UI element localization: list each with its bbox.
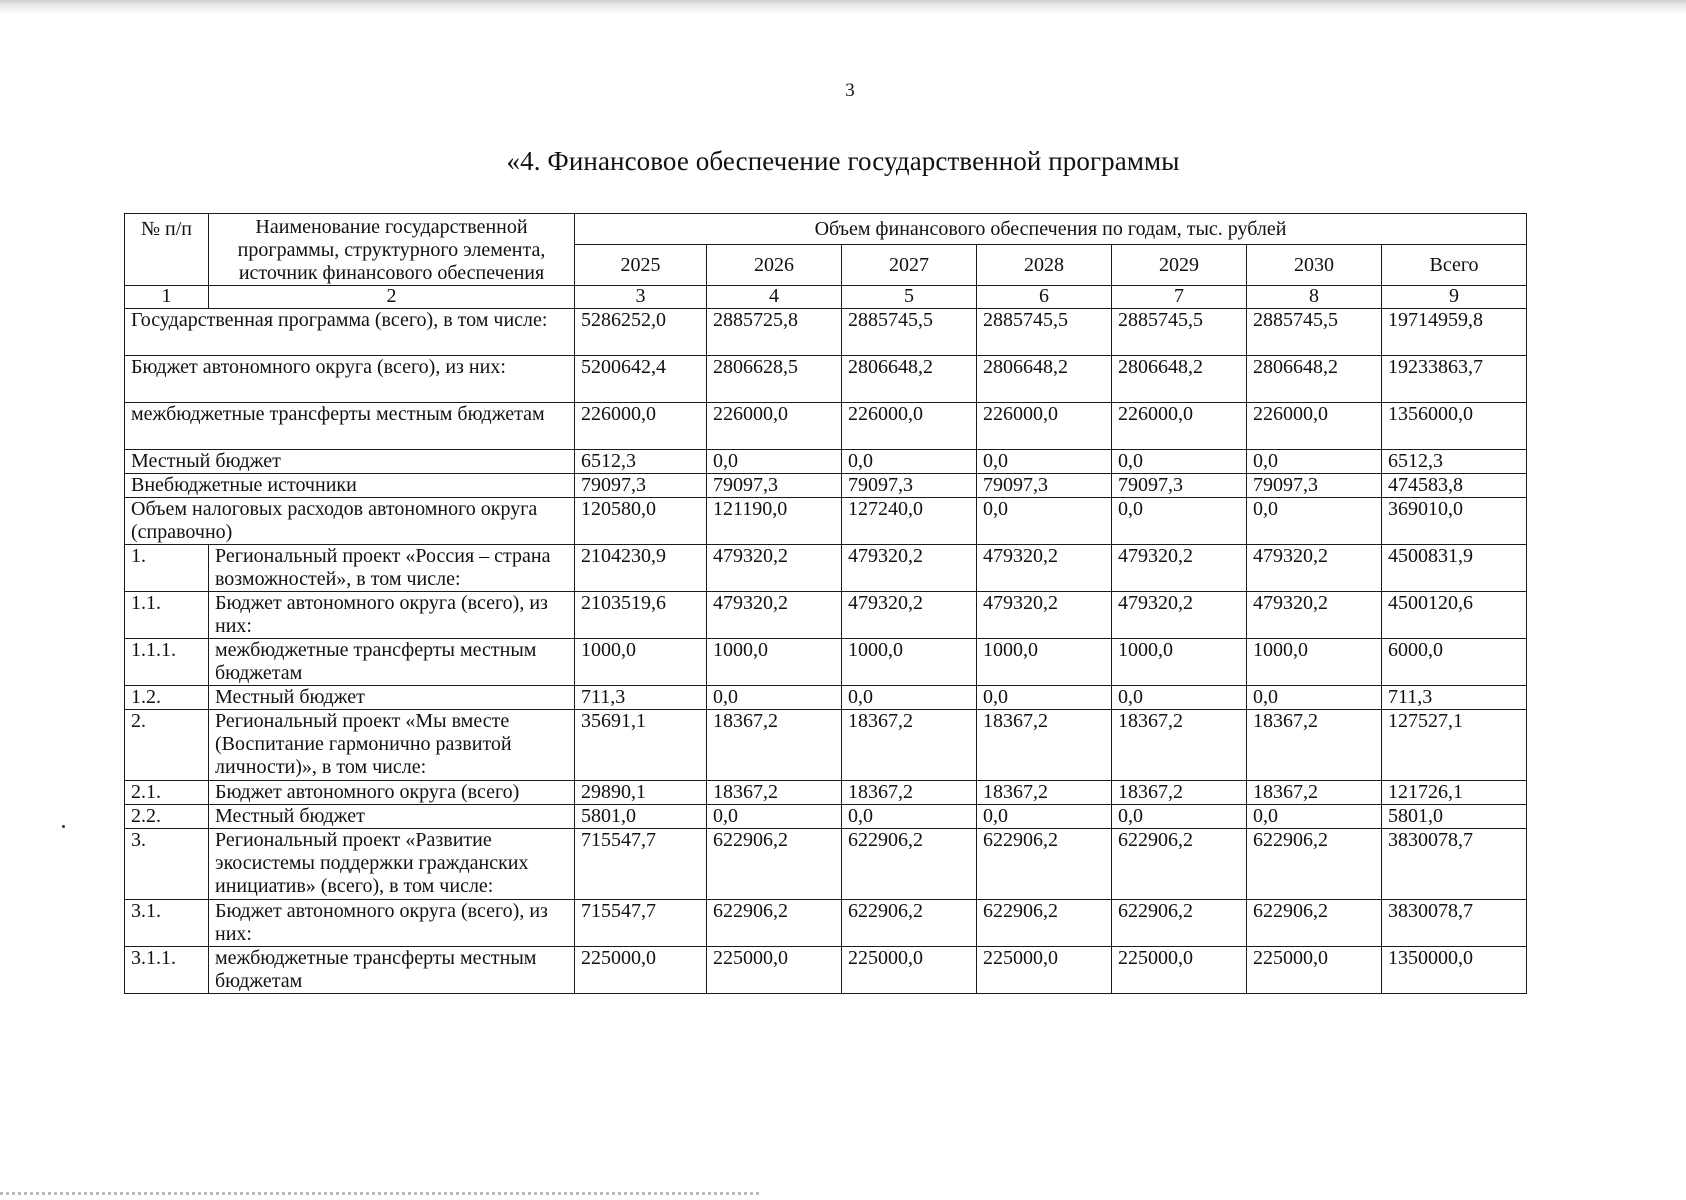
column-number: 3 <box>575 286 707 309</box>
page-number: 3 <box>845 80 855 101</box>
cell-value: 2806628,5 <box>707 356 842 403</box>
cell-value: 1000,0 <box>842 639 977 686</box>
header-year: 2025 <box>575 245 707 286</box>
table-row <box>125 403 1527 450</box>
document-title: «4. Финансовое обеспечение государственной программы <box>506 146 1180 176</box>
cell-value: 18367,2 <box>1247 781 1382 805</box>
table-row <box>125 474 1527 498</box>
cell-value: 79097,3 <box>707 474 842 498</box>
column-number: 8 <box>1247 286 1382 309</box>
header-year: 2027 <box>842 245 977 286</box>
cell-value: 79097,3 <box>977 474 1112 498</box>
column-number: 7 <box>1112 286 1247 309</box>
cell-value: 0,0 <box>1112 450 1247 474</box>
cell-value: 479320,2 <box>842 592 977 639</box>
row-label: Государственная программа (всего), в том числе: <box>125 309 575 356</box>
column-number: 4 <box>707 286 842 309</box>
cell-value: 0,0 <box>1112 498 1247 545</box>
cell-value: 1000,0 <box>1247 639 1382 686</box>
cell-value: 622906,2 <box>977 900 1112 947</box>
cell-value: 226000,0 <box>1112 403 1247 450</box>
row-label: межбюджетные трансферты местным бюджетам <box>125 403 575 450</box>
table-row <box>125 639 1527 686</box>
cell-value: 479320,2 <box>707 592 842 639</box>
table-row <box>125 900 1527 947</box>
cell-value: 479320,2 <box>1112 592 1247 639</box>
cell-value: 2103519,6 <box>575 592 707 639</box>
cell-value: 622906,2 <box>707 900 842 947</box>
financing-table <box>124 213 1527 994</box>
cell-value: 0,0 <box>1247 805 1382 829</box>
cell-value: 120580,0 <box>575 498 707 545</box>
row-label: Бюджет автономного округа (всего) <box>209 781 575 805</box>
cell-value: 1000,0 <box>707 639 842 686</box>
cell-value: 225000,0 <box>977 947 1112 994</box>
cell-value: 79097,3 <box>842 474 977 498</box>
cell-total: 474583,8 <box>1382 474 1527 498</box>
cell-value: 479320,2 <box>977 545 1112 592</box>
row-number: 3. <box>125 829 209 900</box>
table-row <box>125 781 1527 805</box>
cell-value: 0,0 <box>977 498 1112 545</box>
row-number: 1.1.1. <box>125 639 209 686</box>
row-label: Бюджет автономного округа (всего), из них: <box>209 900 575 947</box>
row-number: 3.1.1. <box>125 947 209 994</box>
cell-value: 18367,2 <box>977 710 1112 781</box>
cell-value: 479320,2 <box>1247 545 1382 592</box>
cell-value: 0,0 <box>1247 686 1382 710</box>
table-row <box>125 947 1527 994</box>
cell-value: 6512,3 <box>575 450 707 474</box>
row-label: Местный бюджет <box>209 805 575 829</box>
cell-value: 0,0 <box>1112 805 1247 829</box>
cell-value: 2806648,2 <box>842 356 977 403</box>
cell-value: 0,0 <box>977 805 1112 829</box>
scan-speck <box>62 825 65 828</box>
cell-value: 5801,0 <box>575 805 707 829</box>
cell-total: 4500831,9 <box>1382 545 1527 592</box>
cell-value: 18367,2 <box>842 710 977 781</box>
table-row <box>125 498 1527 545</box>
column-number: 6 <box>977 286 1112 309</box>
column-number: 2 <box>209 286 575 309</box>
cell-value: 79097,3 <box>1112 474 1247 498</box>
row-label: Местный бюджет <box>209 686 575 710</box>
cell-value: 5200642,4 <box>575 356 707 403</box>
cell-value: 2885745,5 <box>1112 309 1247 356</box>
cell-value: 2885745,5 <box>1247 309 1382 356</box>
cell-total: 3830078,7 <box>1382 829 1527 900</box>
cell-value: 18367,2 <box>1247 710 1382 781</box>
cell-value: 226000,0 <box>842 403 977 450</box>
header-total: Всего <box>1382 245 1527 286</box>
table-row <box>125 805 1527 829</box>
cell-value: 479320,2 <box>977 592 1112 639</box>
cell-value: 29890,1 <box>575 781 707 805</box>
cell-value: 35691,1 <box>575 710 707 781</box>
cell-value: 1000,0 <box>977 639 1112 686</box>
row-label: межбюджетные трансферты местным бюджетам <box>209 639 575 686</box>
cell-value: 1000,0 <box>575 639 707 686</box>
cell-value: 622906,2 <box>1247 829 1382 900</box>
cell-total: 121726,1 <box>1382 781 1527 805</box>
cell-value: 711,3 <box>575 686 707 710</box>
header-funding-group: Объем финансового обеспечения по годам, тыс. рублей <box>575 214 1527 245</box>
cell-value: 479320,2 <box>707 545 842 592</box>
cell-value: 225000,0 <box>707 947 842 994</box>
column-number: 5 <box>842 286 977 309</box>
table-row <box>125 592 1527 639</box>
row-number: 2.2. <box>125 805 209 829</box>
cell-value: 225000,0 <box>575 947 707 994</box>
cell-value: 479320,2 <box>1112 545 1247 592</box>
row-label: Местный бюджет <box>125 450 575 474</box>
cell-total: 1350000,0 <box>1382 947 1527 994</box>
cell-total: 127527,1 <box>1382 710 1527 781</box>
cell-value: 622906,2 <box>842 900 977 947</box>
row-number: 2.1. <box>125 781 209 805</box>
cell-total: 6512,3 <box>1382 450 1527 474</box>
table-row <box>125 450 1527 474</box>
cell-value: 18367,2 <box>1112 710 1247 781</box>
cell-value: 0,0 <box>842 686 977 710</box>
cell-value: 226000,0 <box>1247 403 1382 450</box>
cell-value: 0,0 <box>842 450 977 474</box>
cell-total: 19233863,7 <box>1382 356 1527 403</box>
row-label: Региональный проект «Россия – страна возможностей», в том числе: <box>209 545 575 592</box>
table-row <box>125 710 1527 781</box>
header-name: Наименование государственной программы, структурного элемента, источник финансового обеспечения <box>209 214 575 286</box>
cell-value: 18367,2 <box>707 710 842 781</box>
cell-value: 0,0 <box>707 686 842 710</box>
cell-value: 0,0 <box>977 450 1112 474</box>
row-number: 2. <box>125 710 209 781</box>
cell-value: 5286252,0 <box>575 309 707 356</box>
cell-value: 226000,0 <box>575 403 707 450</box>
cell-value: 622906,2 <box>1247 900 1382 947</box>
cell-value: 0,0 <box>707 805 842 829</box>
cell-value: 479320,2 <box>1247 592 1382 639</box>
cell-value: 18367,2 <box>842 781 977 805</box>
row-label: межбюджетные трансферты местным бюджетам <box>209 947 575 994</box>
cell-value: 2104230,9 <box>575 545 707 592</box>
cell-value: 225000,0 <box>842 947 977 994</box>
table-row <box>125 545 1527 592</box>
row-label: Внебюджетные источники <box>125 474 575 498</box>
cell-value: 226000,0 <box>977 403 1112 450</box>
cell-total: 369010,0 <box>1382 498 1527 545</box>
row-number: 1.1. <box>125 592 209 639</box>
cell-value: 715547,7 <box>575 900 707 947</box>
header-year: 2029 <box>1112 245 1247 286</box>
cell-value: 2885725,8 <box>707 309 842 356</box>
cell-value: 0,0 <box>707 450 842 474</box>
cell-total: 3830078,7 <box>1382 900 1527 947</box>
table-row <box>125 686 1527 710</box>
column-number: 9 <box>1382 286 1527 309</box>
cell-value: 225000,0 <box>1112 947 1247 994</box>
cell-value: 622906,2 <box>842 829 977 900</box>
cell-value: 225000,0 <box>1247 947 1382 994</box>
row-label: Объем налоговых расходов автономного округа (справочно) <box>125 498 575 545</box>
cell-value: 121190,0 <box>707 498 842 545</box>
cell-value: 2806648,2 <box>1247 356 1382 403</box>
row-number: 3.1. <box>125 900 209 947</box>
cell-value: 2885745,5 <box>977 309 1112 356</box>
cell-value: 79097,3 <box>1247 474 1382 498</box>
cell-value: 0,0 <box>977 686 1112 710</box>
cell-total: 4500120,6 <box>1382 592 1527 639</box>
row-label: Бюджет автономного округа (всего), из них: <box>125 356 575 403</box>
cell-value: 226000,0 <box>707 403 842 450</box>
cell-value: 0,0 <box>1247 450 1382 474</box>
cell-total: 6000,0 <box>1382 639 1527 686</box>
table-row <box>125 309 1527 356</box>
cell-total: 19714959,8 <box>1382 309 1527 356</box>
cell-value: 622906,2 <box>707 829 842 900</box>
scan-edge-top <box>0 0 1686 14</box>
cell-value: 127240,0 <box>842 498 977 545</box>
cell-total: 711,3 <box>1382 686 1527 710</box>
cell-value: 0,0 <box>1247 498 1382 545</box>
table-row <box>125 829 1527 900</box>
cell-value: 2806648,2 <box>1112 356 1247 403</box>
column-number: 1 <box>125 286 209 309</box>
scan-edge-bottom <box>0 1192 760 1195</box>
cell-value: 1000,0 <box>1112 639 1247 686</box>
cell-value: 479320,2 <box>842 545 977 592</box>
header-year: 2030 <box>1247 245 1382 286</box>
cell-total: 5801,0 <box>1382 805 1527 829</box>
cell-value: 715547,7 <box>575 829 707 900</box>
cell-value: 0,0 <box>842 805 977 829</box>
cell-value: 0,0 <box>1112 686 1247 710</box>
header-year: 2028 <box>977 245 1112 286</box>
cell-value: 18367,2 <box>977 781 1112 805</box>
cell-value: 622906,2 <box>977 829 1112 900</box>
header-number: № п/п <box>125 214 209 286</box>
cell-total: 1356000,0 <box>1382 403 1527 450</box>
cell-value: 18367,2 <box>1112 781 1247 805</box>
cell-value: 622906,2 <box>1112 829 1247 900</box>
cell-value: 622906,2 <box>1112 900 1247 947</box>
cell-value: 79097,3 <box>575 474 707 498</box>
header-year: 2026 <box>707 245 842 286</box>
row-label: Бюджет автономного округа (всего), из них: <box>209 592 575 639</box>
cell-value: 18367,2 <box>707 781 842 805</box>
row-label: Региональный проект «Развитие экосистемы поддержки гражданских инициатив» (всего), в том числе: <box>209 829 575 900</box>
table-row <box>125 356 1527 403</box>
row-number: 1. <box>125 545 209 592</box>
cell-value: 2885745,5 <box>842 309 977 356</box>
row-label: Региональный проект «Мы вместе (Воспитание гармонично развитой личности)», в том числе: <box>209 710 575 781</box>
row-number: 1.2. <box>125 686 209 710</box>
cell-value: 2806648,2 <box>977 356 1112 403</box>
